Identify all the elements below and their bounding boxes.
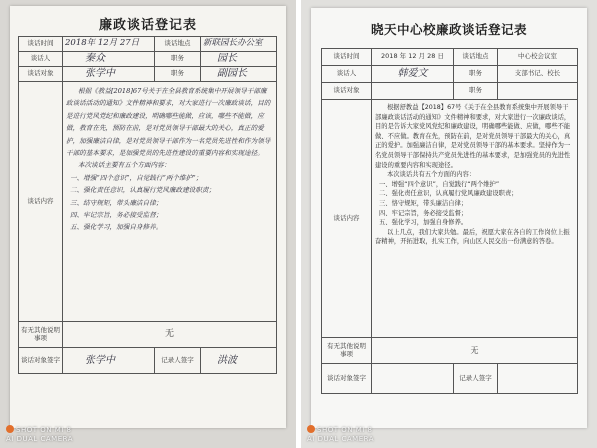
right-document-photo (301, 0, 597, 448)
right-row-signatures (322, 364, 578, 394)
right-content-body (372, 100, 578, 338)
left-content-item: 四、牢记宗旨，务必接受监督； (70, 211, 163, 220)
left-content-body (63, 82, 277, 322)
right-label-target: 谈话对象 (322, 83, 372, 100)
left-value-talker-position: 园长 (201, 52, 277, 67)
right-content-paragraph: 根据舒教益【2018】67号《关于在全县教育系统集中开展领导干部廉政谈话活动的通知》文件精神和要求，对大家进行一次廉政谈话，目的是告诉大家党风党纪和廉政建设，明确哪些能做、应做，哪些不能做、不应做。教育在先，预防在前，是对党员领导干部最大的关心，真正的爱护。加强廉洁自律，是对党员领导干部的基本要求。坚持作为一名党员领导干部保持共产党员先进性的基本要求，是加强党员的先进性建设的重要内容和实现途径。 (375, 104, 571, 169)
right-label-content: 谈话内容 (322, 100, 372, 338)
left-row-talker (19, 52, 277, 67)
left-label-target-sign: 谈话对象签字 (19, 348, 63, 374)
right-label-talker: 谈话人 (322, 66, 372, 83)
right-label-time: 谈话时间 (322, 49, 372, 66)
right-label-target-sign: 谈话对象签字 (322, 364, 372, 394)
left-content-intro: 本次谈话主要有五个方面内容： (78, 161, 171, 170)
right-content-item: 三、恪守规矩，带头廉洁自律； (379, 199, 468, 207)
left-row-time-place (19, 37, 277, 52)
right-form-sheet (311, 8, 587, 428)
left-label-recorder-sign: 记录人签字 (155, 348, 201, 374)
right-content-item: 一、增强“四个意识”，自觉践行“两个维护” (379, 180, 500, 188)
right-recorder-signature (498, 364, 578, 394)
left-value-time: 2018年 12月 27日 (63, 37, 155, 52)
right-row-content (322, 100, 578, 338)
left-row-signatures (19, 348, 277, 374)
right-label-recorder-sign: 记录人签字 (454, 364, 498, 394)
left-target-signature: 张学中 (63, 348, 155, 374)
camera-logo-icon (6, 425, 14, 433)
left-label-position: 职务 (155, 52, 201, 67)
left-label-target: 谈话对象 (19, 67, 63, 82)
right-row-talker (322, 66, 578, 83)
right-value-place: 中心校会议室 (498, 49, 578, 66)
right-content-item: 五、强化学习，加强自身修养。 (379, 219, 468, 227)
left-content-item: 五、强化学习，加强自身修养。 (70, 223, 163, 232)
right-row-target (322, 83, 578, 100)
right-content-item: 二、强化责任意识，认真履行党风廉政建设职责； (379, 190, 518, 198)
right-target-signature (372, 364, 454, 394)
watermark-line-2: AI DUAL CAMERA (6, 435, 74, 443)
left-label-time: 谈话时间 (19, 37, 63, 52)
left-content-item: 一、增强“四个意识”，自觉践行“两个维护”； (70, 173, 203, 182)
left-form-title: 廉政谈话登记表 (98, 18, 197, 33)
left-value-place: 新联园长办公室 (201, 37, 277, 52)
right-label-position: 职务 (454, 66, 498, 83)
right-value-talker: 韩爱文 (372, 66, 454, 83)
watermark-line-1: SHOT ON MI 8 (307, 425, 374, 435)
left-content-item: 三、结守规矩，带头廉洁自律； (70, 198, 163, 207)
left-value-talker: 秦众 (63, 52, 155, 67)
right-label-position-2: 职务 (454, 83, 498, 100)
left-content-item: 二、强化责任意识，认真履行党风廉政建设职责； (70, 186, 216, 195)
left-row-target (19, 67, 277, 82)
right-content-item: 四、牢记宗旨，务必接受监督； (379, 209, 468, 217)
left-form-table (18, 36, 277, 374)
left-recorder-signature: 洪波 (201, 348, 277, 374)
left-row-content (19, 82, 277, 322)
right-label-place: 谈话地点 (454, 49, 498, 66)
right-content-closing: 以上几点，我们大家共勉。最后，祝愿大家在各自的工作岗位上振奋精神，开拓进取，扎实工作，向山区人民交出一份满意的答卷。 (375, 228, 570, 246)
watermark-line-2: AI DUAL CAMERA (307, 435, 375, 443)
camera-watermark (6, 425, 73, 444)
camera-logo-icon (307, 425, 315, 433)
right-label-other: 有无其他说明事项 (322, 338, 372, 364)
right-value-other: 无 (372, 338, 578, 364)
left-label-place: 谈话地点 (155, 37, 201, 52)
left-label-talker: 谈话人 (19, 52, 63, 67)
left-form-sheet (10, 6, 286, 428)
right-value-target (372, 83, 454, 100)
right-row-other (322, 338, 578, 364)
left-value-target: 张学中 (63, 67, 155, 82)
camera-watermark (307, 425, 374, 444)
right-value-time: 2018 年 12 月 28 日 (372, 49, 454, 66)
left-row-other (19, 322, 277, 348)
left-document-photo (0, 0, 296, 448)
right-form-title: 晓天中心校廉政谈话登记表 (370, 22, 527, 37)
watermark-line-1: SHOT ON MI 8 (6, 425, 73, 435)
right-content-intro: 本次谈话共有五个方面的内容： (387, 171, 476, 179)
right-value-target-position (498, 83, 578, 100)
left-label-position-2: 职务 (155, 67, 201, 82)
left-content-paragraph: 根据《教益[2018]67号关于在全县教育系统集中开展领导干部廉政谈话活动的通知》文件精神和要求，对大家进行一次廉政谈话，目的是进行党风党纪和廉政建设，明确哪些能做，应该，哪些不能做，应做，教育在先，预防在前，是对党员领导干部最大的关心，真正的爱护，加强廉洁自律，是对党员领导干部作为一名党员先进性和作为领导干部的基本要求，是加强党员的先进性建设的重要内容和实现途径。 (66, 87, 271, 158)
left-label-content: 谈话内容 (19, 82, 63, 322)
right-form-table (321, 48, 578, 394)
left-value-other: 无 (63, 322, 277, 348)
left-value-target-position: 副园长 (201, 67, 277, 82)
left-label-other: 有无其他说明事项 (19, 322, 63, 348)
right-value-position: 支部书记、校长 (498, 66, 578, 83)
right-row-time-place (322, 49, 578, 66)
